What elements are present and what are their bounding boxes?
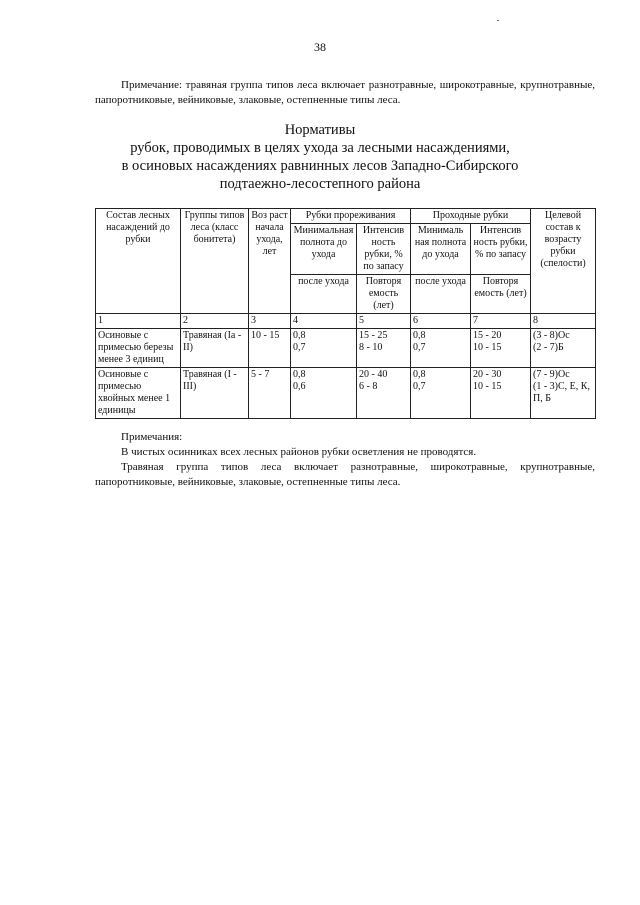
column-number: 3 [249,314,291,329]
header-min-density-2: Минималь ная полнота до ухода [411,224,471,275]
cell-forest-group: Травяная (I - III) [181,368,249,419]
cell-age: 10 - 15 [249,329,291,368]
cell-repeat-value-2: 10 - 15 [473,342,502,353]
cell-repeat-value: 8 - 10 [359,342,383,353]
column-number: 4 [291,314,357,329]
cell-density-2 [411,329,471,368]
column-number: 6 [411,314,471,329]
column-number: 7 [471,314,531,329]
cell-intensity-value: 15 - 25 [359,330,388,341]
document-title [60,121,580,193]
cell-density-after: 0,6 [293,381,306,392]
notes-line-1: В чистых осинниках всех лесных районов рубки осветления не проводятся. [121,446,477,458]
cell-density-after-2: 0,7 [413,381,426,392]
title-line-3: в осиновых насаждениях равнинных лесов Западно-Сибирского [121,158,519,174]
title-line-4: подтаежно-лесостепного района [219,176,421,192]
cell-intensity [357,329,411,368]
notes-line-2: Травяная группа типов леса включает разнотравные, широкотравные, крупнотравные, папоротниковые, вейниковые, злаковые, остепненные типы леса. [95,461,595,488]
header-target: Целевой состав к возрасту рубки (спелости) [531,209,596,314]
header-row-1 [96,209,596,224]
scan-mark [497,20,499,21]
header-composition: Состав лесных насаждений до рубки [96,209,181,314]
cell-forest-group: Травяная (Ia - II) [181,329,249,368]
cell-repeat-value-2: 10 - 15 [473,381,502,392]
cell-intensity-value: 20 - 40 [359,369,388,380]
page-number: 38 [314,40,326,54]
header-intensity: Интенсив ность рубки, % по запасу [357,224,411,275]
cell-target-1: (7 - 9)Ос [533,369,570,380]
cell-composition: Осиновые с примесью березы менее 3 единиц [96,329,181,368]
table-row [96,368,596,419]
note-top: Примечание: травяная группа типов леса включает разнотравные, широкотравные, крупнотравные, папоротниковые, вейниковые, злаковые, остепненные типы леса. [95,79,595,106]
title-line-2: рубок, проводимых в целях ухода за лесными насаждениями, [130,140,510,156]
header-passage: Проходные рубки [411,209,531,224]
cell-target-1: (3 - 8)Ос [533,330,570,341]
cell-intensity-2 [471,368,531,419]
notes-heading: Примечания: [121,431,183,443]
header-repeat-2: Повторя емость (лет) [471,275,531,314]
cell-density-after: 0,7 [293,342,306,353]
cell-density-before: 0,8 [293,369,306,380]
cell-composition: Осиновые с примесью хвойных менее 1 единицы [96,368,181,419]
cell-density-before: 0,8 [293,330,306,341]
table-row [96,329,596,368]
cell-density [291,368,357,419]
column-number: 8 [531,314,596,329]
cell-target [531,329,596,368]
header-thinning: Рубки прореживания [291,209,411,224]
cell-density-2 [411,368,471,419]
header-age: Воз раст начала ухода, лет [249,209,291,314]
column-number: 1 [96,314,181,329]
cell-density-before-2: 0,8 [413,330,426,341]
cell-target-2: (2 - 7)Б [533,342,564,353]
cell-repeat-value: 6 - 8 [359,381,378,392]
cell-age: 5 - 7 [249,368,291,419]
cell-target-2: (1 - 3)С, Е, К, П, Б [533,381,590,404]
title-line-1: Нормативы [284,122,356,138]
cell-density-after-2: 0,7 [413,342,426,353]
column-number: 2 [181,314,249,329]
cell-intensity-2 [471,329,531,368]
header-after-care: после ухода [291,275,357,314]
header-forest-groups: Группы типов леса (класс бонитета) [181,209,249,314]
header-after-care-2: после ухода [411,275,471,314]
cell-intensity [357,368,411,419]
cell-density-before-2: 0,8 [413,369,426,380]
column-number: 5 [357,314,411,329]
column-number-row [96,314,596,329]
cell-target [531,368,596,419]
norms-table [95,208,596,419]
header-min-density: Минимальная полнота до ухода [291,224,357,275]
header-repeat: Повторя емость (лет) [357,275,411,314]
notes-section [95,430,595,490]
cell-density [291,329,357,368]
cell-intensity-value-2: 20 - 30 [473,369,502,380]
header-intensity-2: Интенсив ность рубки, % по запасу [471,224,531,275]
cell-intensity-value-2: 15 - 20 [473,330,502,341]
